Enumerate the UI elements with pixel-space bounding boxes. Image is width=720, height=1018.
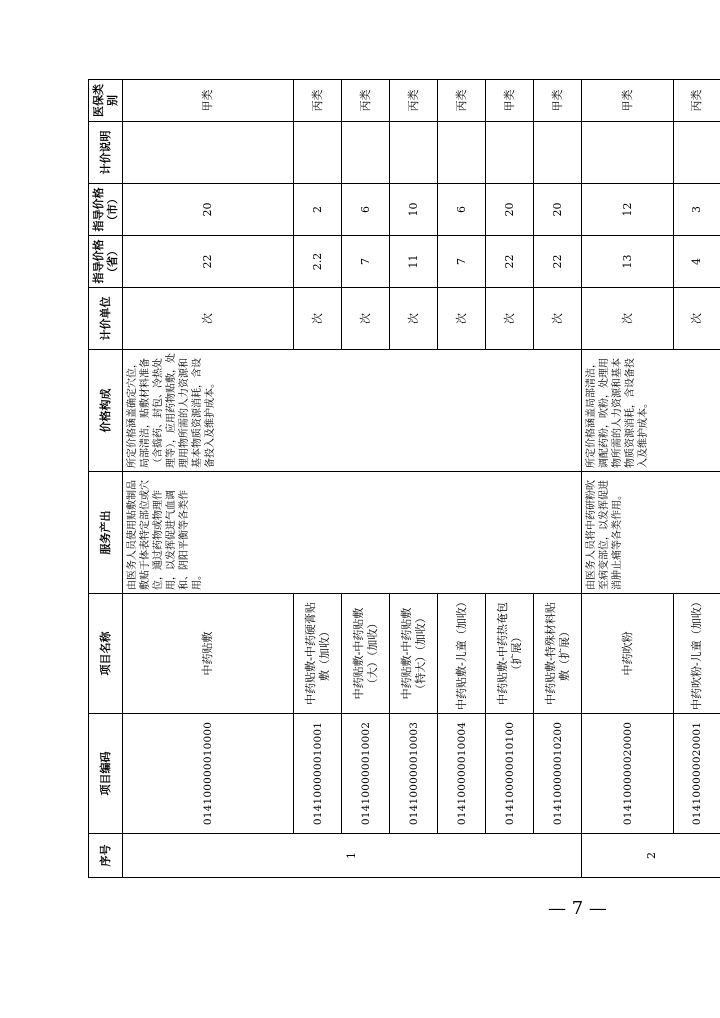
category-cell: 丙类 <box>390 80 438 122</box>
header-name: 项目名称 <box>89 594 123 714</box>
name-cell: 中药贴敷-特殊材料贴敷（扩展） <box>534 594 582 714</box>
category-cell: 甲类 <box>123 80 294 122</box>
category-cell: 甲类 <box>534 80 582 122</box>
header-category: 医保类别 <box>89 80 123 122</box>
price-city-cell: 20 <box>486 184 534 236</box>
service-cell: 由医务人员使用贴敷制品敷贴于体表特定部位或穴位，通过药物或物理作用，以发挥促进气血调和、阴阳平衡等各类作用。 <box>123 472 582 594</box>
name-cell: 中药贴敷-中药贴敷（特大）（加收） <box>390 594 438 714</box>
header-composition: 价格构成 <box>89 350 123 472</box>
price-city-cell: 20 <box>123 184 294 236</box>
category-cell: 甲类 <box>582 80 673 122</box>
header-price-city: 指导价格（市） <box>89 184 123 236</box>
header-code: 项目编码 <box>89 714 123 834</box>
name-cell: 中药贴敷-中药硬膏贴敷（加收） <box>294 594 342 714</box>
name-cell: 中药贴敷 <box>123 594 294 714</box>
note-cell <box>673 122 720 184</box>
table-body <box>123 80 720 878</box>
category-cell: 丙类 <box>294 80 342 122</box>
header-service: 服务产出 <box>89 472 123 594</box>
note-cell <box>342 122 390 184</box>
note-cell <box>582 122 673 184</box>
note-cell <box>534 122 582 184</box>
code-cell: 014100000010004 <box>438 714 486 834</box>
price-table <box>88 79 720 878</box>
composition-cell: 所定价格涵盖确定穴位，局部清洁，贴敷材料准备（含捣药、封包、冷热处理等），应用药物贴敷，处理用物所需的人力资源和基本物质资源消耗，含设备投入及维护成本。 <box>123 350 582 472</box>
code-cell: 014100000010100 <box>486 714 534 834</box>
code-cell: 014100000010001 <box>294 714 342 834</box>
seq-cell: 1 <box>123 834 582 878</box>
price-city-cell: 6 <box>342 184 390 236</box>
unit-cell: 次 <box>673 288 720 350</box>
header-seq: 序号 <box>89 834 123 878</box>
unit-cell: 次 <box>294 288 342 350</box>
price-province-cell: 4 <box>673 236 720 288</box>
unit-cell: 次 <box>486 288 534 350</box>
name-cell: 中药贴敷-中药热奄包（扩展） <box>486 594 534 714</box>
price-city-cell: 10 <box>390 184 438 236</box>
seq-cell: 2 <box>582 834 720 878</box>
code-cell: 014100000020001 <box>673 714 720 834</box>
service-cell: 由医务人员将中药研粉吹至病变部位，以发挥促进消肿止痛等各类作用。 <box>582 472 720 594</box>
header-unit: 计价单位 <box>89 288 123 350</box>
price-city-cell: 2 <box>294 184 342 236</box>
unit-cell: 次 <box>582 288 673 350</box>
price-province-cell: 7 <box>438 236 486 288</box>
header-row <box>89 80 123 878</box>
name-cell: 中药吹粉 <box>582 594 673 714</box>
price-province-cell: 22 <box>486 236 534 288</box>
price-city-cell: 6 <box>438 184 486 236</box>
rotated-table-container <box>88 80 720 878</box>
price-province-cell: 2.2 <box>294 236 342 288</box>
code-cell: 014100000010200 <box>534 714 582 834</box>
page-number: — 7 — <box>548 898 607 919</box>
unit-cell: 次 <box>534 288 582 350</box>
price-province-cell: 13 <box>582 236 673 288</box>
note-cell <box>123 122 294 184</box>
price-province-cell: 22 <box>123 236 294 288</box>
price-province-cell: 22 <box>534 236 582 288</box>
code-cell: 014100000010002 <box>342 714 390 834</box>
category-cell: 丙类 <box>673 80 720 122</box>
price-province-cell: 11 <box>390 236 438 288</box>
note-cell <box>294 122 342 184</box>
category-cell: 丙类 <box>438 80 486 122</box>
price-province-cell: 7 <box>342 236 390 288</box>
unit-cell: 次 <box>342 288 390 350</box>
code-cell: 014100000020000 <box>582 714 673 834</box>
composition-cell: 所定价格涵盖局部清洁，调配药粉，吹粉，处理用物所需的人力资源和基本物质资源消耗，含设备投入及维护成本。 <box>582 350 720 472</box>
unit-cell: 次 <box>390 288 438 350</box>
category-cell: 丙类 <box>342 80 390 122</box>
table-row <box>582 80 673 878</box>
name-cell: 中药贴敷-儿童（加收） <box>438 594 486 714</box>
price-city-cell: 12 <box>582 184 673 236</box>
note-cell <box>390 122 438 184</box>
header-note: 计价说明 <box>89 122 123 184</box>
name-cell: 中药贴敷-中药贴敷（大）（加收） <box>342 594 390 714</box>
price-city-cell: 20 <box>534 184 582 236</box>
code-cell: 014100000010003 <box>390 714 438 834</box>
category-cell: 甲类 <box>486 80 534 122</box>
table-row <box>123 80 294 878</box>
unit-cell: 次 <box>123 288 294 350</box>
unit-cell: 次 <box>438 288 486 350</box>
note-cell <box>438 122 486 184</box>
note-cell <box>486 122 534 184</box>
name-cell: 中药吹粉-儿童（加收） <box>673 594 720 714</box>
price-city-cell: 3 <box>673 184 720 236</box>
code-cell: 014100000010000 <box>123 714 294 834</box>
header-price-province: 指导价格（省） <box>89 236 123 288</box>
